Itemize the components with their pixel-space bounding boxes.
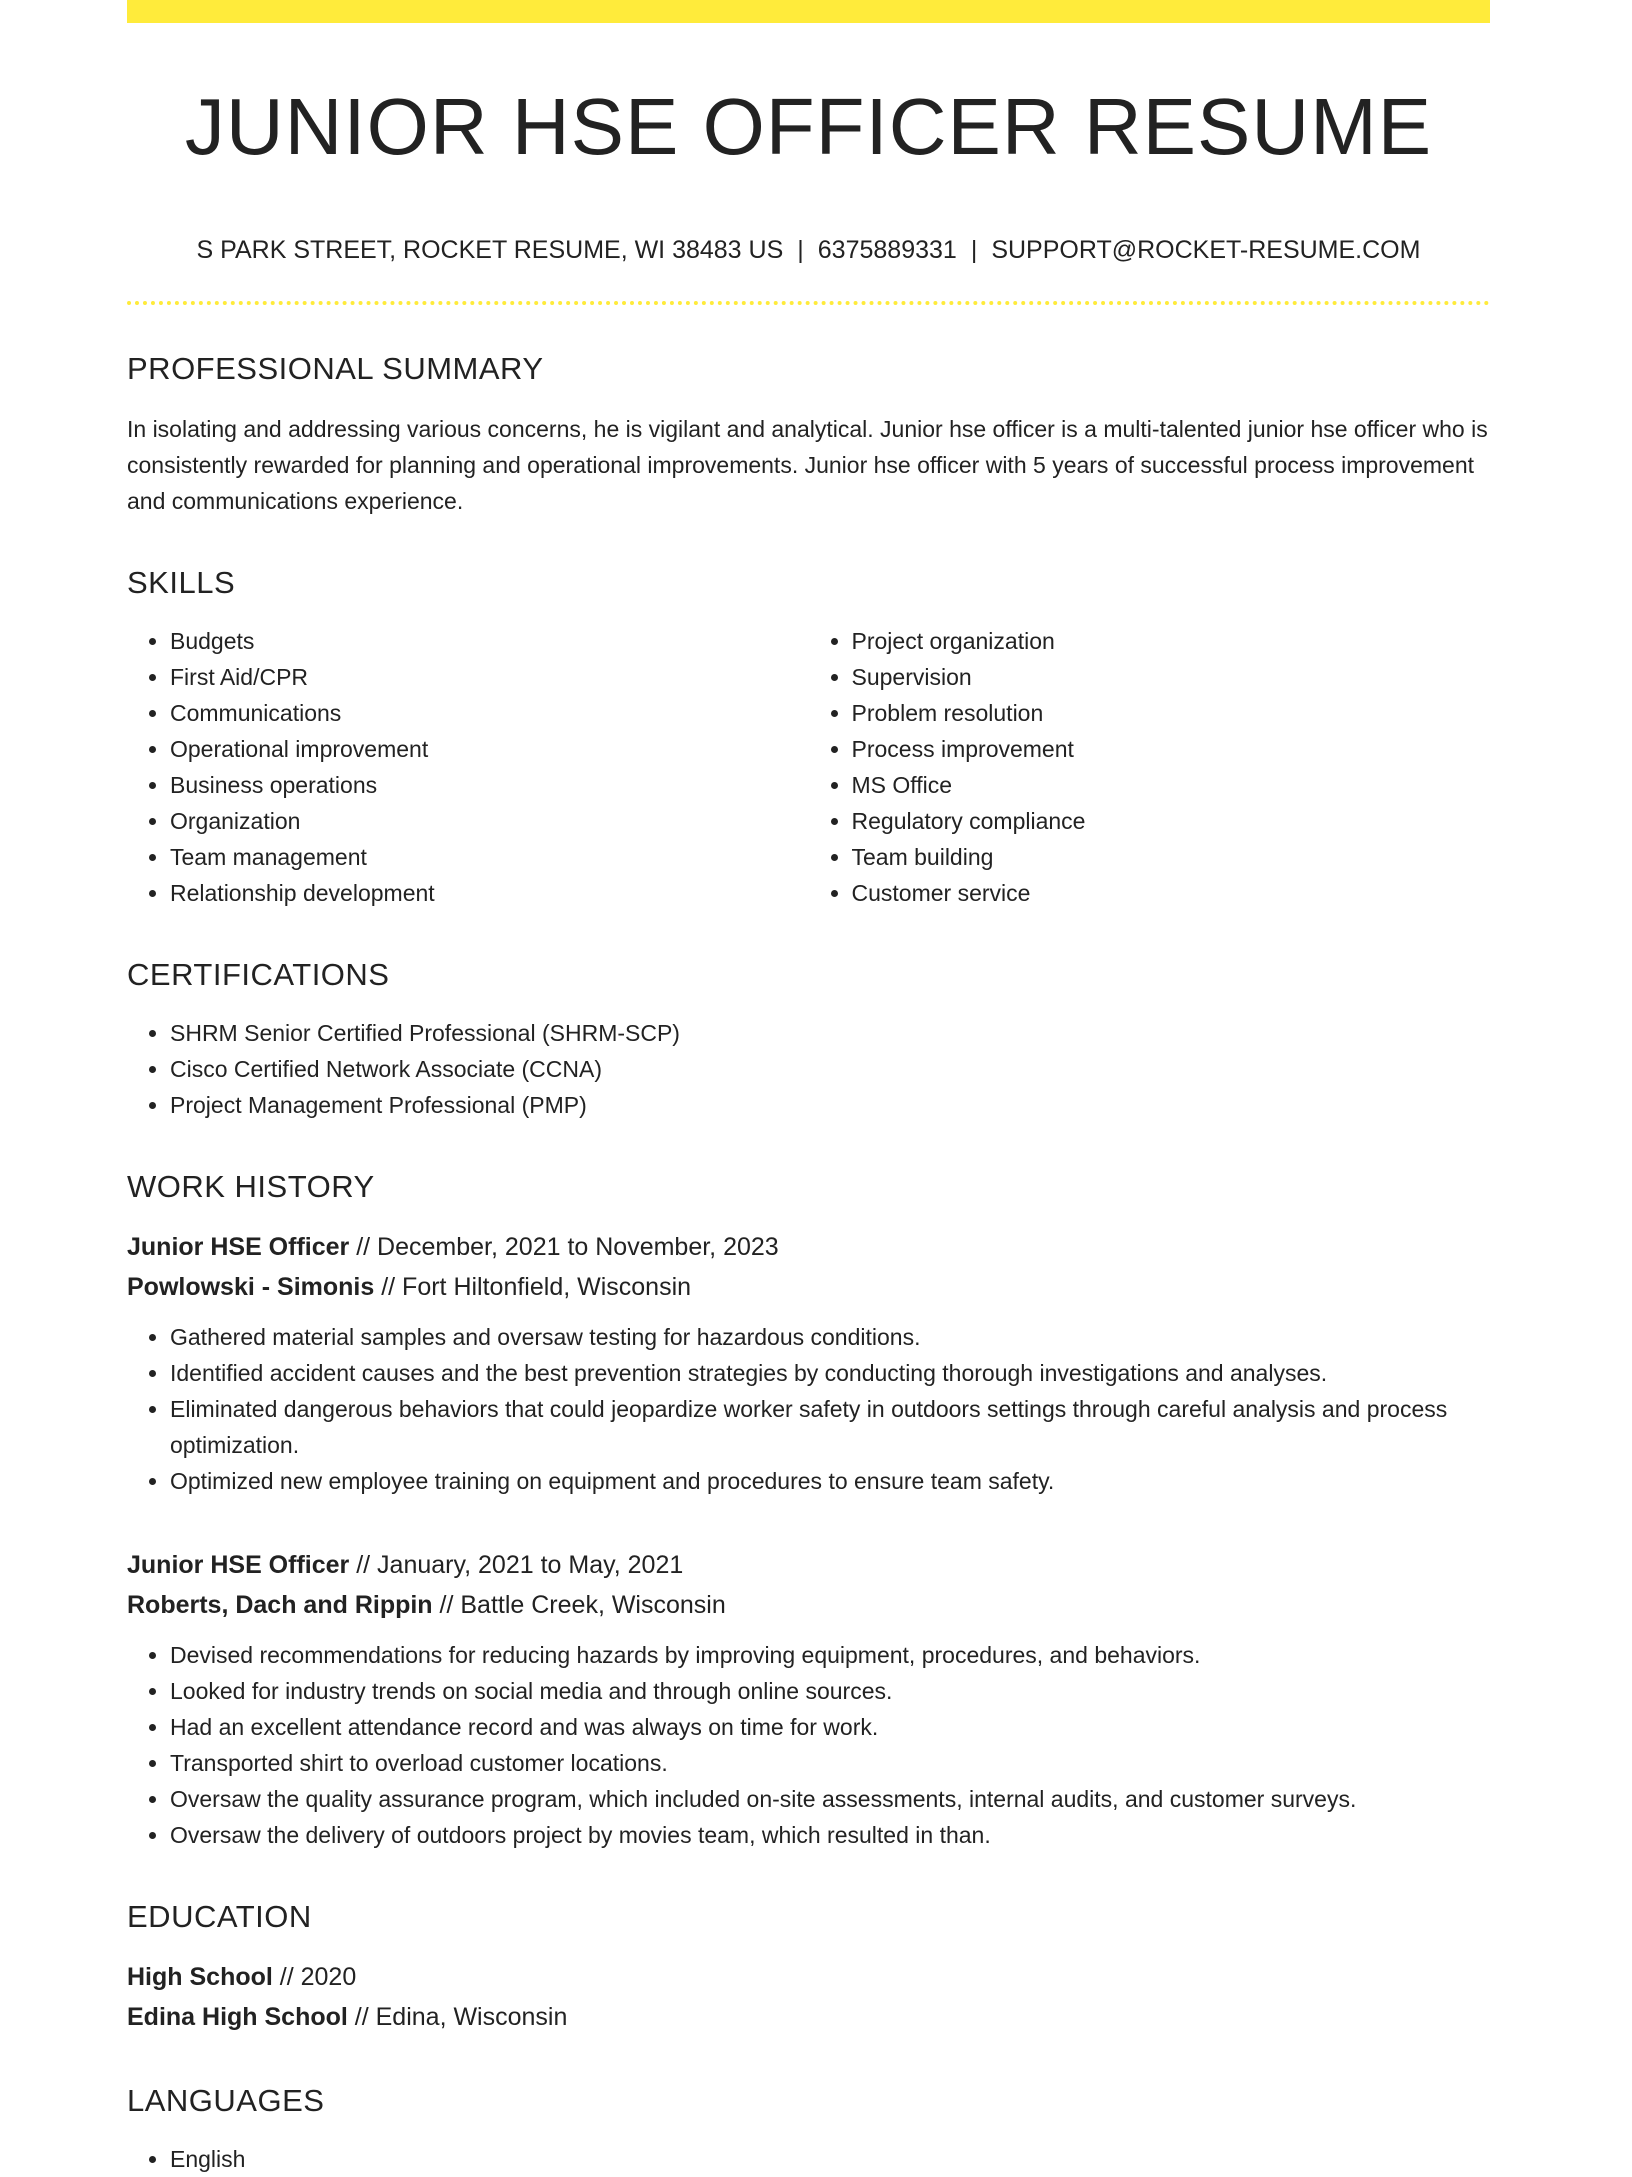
skills-heading: SKILLS [127,565,236,600]
education-location: // Edina, Wisconsin [347,2003,568,2031]
education-degree: High School [127,1963,273,1991]
skill-item: • Customer service [852,875,1491,911]
job-title-line [127,1545,1490,1585]
languages-section [127,2083,1490,2177]
contact-separator: | [797,236,804,264]
job-bullet: • Transported shirt to overload customer locations. [170,1745,1490,1781]
education-year: // 2020 [272,1963,357,1991]
job-dates: // December, 2021 to November, 2023 [349,1233,779,1261]
languages-heading: LANGUAGES [127,2083,325,2118]
certifications-heading: CERTIFICATIONS [127,957,390,992]
job-dates: // January, 2021 to May, 2021 [349,1551,684,1579]
job-bullet: • Looked for industry trends on social media and through online sources. [170,1673,1490,1709]
contact-separator: | [970,236,978,264]
resume-page [127,0,1490,2177]
certification-item: • Cisco Certified Network Associate (CCNA) [170,1051,1490,1087]
work-history-section [127,1169,1490,1853]
skill-item: • Communications [170,695,809,731]
certifications-section [127,957,1490,1123]
summary-section [127,351,1490,519]
skill-item: • Relationship development [170,875,809,911]
skills-list-right [809,623,1491,911]
job-bullets [127,1319,1490,1499]
job-bullet: • Gathered material samples and oversaw testing for hazardous conditions. [170,1319,1490,1355]
skill-item: • Problem resolution [852,695,1491,731]
resume-title: JUNIOR HSE OFFICER RESUME [184,82,1433,171]
job-location: // Battle Creek, Wisconsin [432,1591,726,1619]
skill-item: • Team building [852,839,1491,875]
job-bullets [127,1637,1490,1853]
job-company-line [127,1585,1490,1625]
skill-item: • Project organization [852,623,1491,659]
job-bullet: • Had an excellent attendance record and was always on time for work. [170,1709,1490,1745]
skill-item: • Supervision [852,659,1491,695]
contact-email: SUPPORT@ROCKET-RESUME.COM [991,236,1421,264]
job-title: Junior HSE Officer [127,1551,350,1579]
skill-item: • Regulatory compliance [852,803,1491,839]
skill-item: • MS Office [852,767,1491,803]
skill-item: • Team management [170,839,809,875]
summary-text: In isolating and addressing various concerns, he is vigilant and analytical. Junior hse officer is a multi-talented junior hse officer who is consistently rewarded for planning and operational improvements. Junior hse officer with 5 years of successful process improvement and communications experience. [127,416,1488,514]
skill-item: • Budgets [170,623,809,659]
contact-address: S PARK STREET, ROCKET RESUME, WI 38483 US [196,236,784,264]
dotted-divider [127,301,1490,305]
skill-item: • Business operations [170,767,809,803]
education-degree-line [127,1957,1490,1997]
education-school-line [127,1997,1490,2037]
job-title-line [127,1227,1490,1267]
certification-item: • SHRM Senior Certified Professional (SHRM-SCP) [170,1015,1490,1051]
job-entry [127,1545,1490,1853]
skills-list-left [127,623,809,911]
skill-item: • Operational improvement [170,731,809,767]
skill-item: • Organization [170,803,809,839]
contact-line [127,236,1490,265]
work-history-heading: WORK HISTORY [127,1169,375,1204]
accent-top-bar [127,0,1490,23]
education-section [127,1899,1490,2037]
summary-heading: PROFESSIONAL SUMMARY [127,351,544,386]
job-company: Roberts, Dach and Rippin [127,1591,433,1619]
skills-section [127,565,1490,911]
job-bullet: • Oversaw the delivery of outdoors project by movies team, which resulted in than. [170,1817,1490,1853]
job-company-line [127,1267,1490,1307]
education-heading: EDUCATION [127,1899,312,1934]
languages-list [127,2141,1490,2177]
skill-item: • Process improvement [852,731,1491,767]
contact-phone: 6375889331 [817,236,957,264]
education-school: Edina High School [127,2003,348,2031]
job-entry [127,1227,1490,1499]
job-bullet: • Devised recommendations for reducing hazards by improving equipment, procedures, and behaviors. [170,1637,1490,1673]
job-bullet: • Identified accident causes and the best prevention strategies by conducting thorough investigations and analyses. [170,1355,1490,1391]
job-bullet: • Eliminated dangerous behaviors that could jeopardize worker safety in outdoors settings through careful analysis and process optimization. [170,1391,1490,1463]
job-company: Powlowski - Simonis [127,1273,375,1301]
skill-item: • First Aid/CPR [170,659,809,695]
job-bullet: • Oversaw the quality assurance program, which included on-site assessments, internal audits, and customer surveys. [170,1781,1490,1817]
certification-item: • Project Management Professional (PMP) [170,1087,1490,1123]
job-location: // Fort Hiltonfield, Wisconsin [374,1273,692,1301]
job-bullet: • Optimized new employee training on equipment and procedures to ensure team safety. [170,1463,1490,1499]
job-title: Junior HSE Officer [127,1233,350,1261]
certifications-list [127,1015,1490,1123]
language-item: • English [170,2141,1490,2177]
